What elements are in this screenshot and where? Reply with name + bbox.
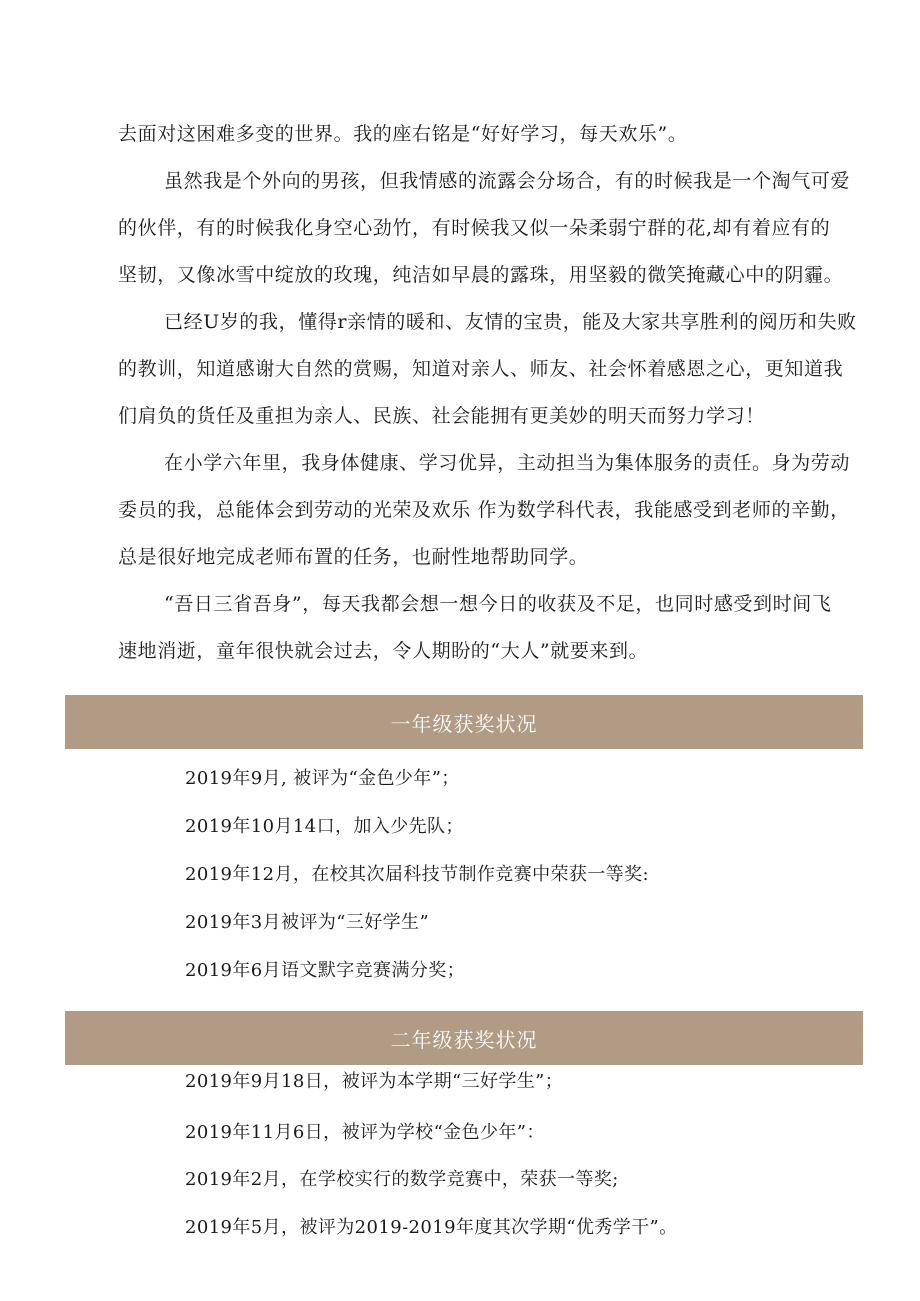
grade2-award-item: 2019年11月6日，被评为学校“金色少年”： — [185, 1122, 545, 1143]
essay-line: 坚韧，又像冰雪中绽放的玫瑰，纯洁如早晨的露珠，用坚毅的微笑掩藏心中的阴霾。 — [118, 264, 844, 286]
essay-line: 已经U岁的我，懂得r亲情的暖和、友情的宝贵，能及大家共享胜利的阅历和失败 — [164, 311, 857, 333]
grade2-award-item: 2019年9月18日，被评为本学期“三好学生”； — [185, 1071, 564, 1092]
grade1-award-item: 2019年10月14口，加入少先队； — [185, 816, 464, 837]
grade2-award-item: 2019年2月，在学校实行的数学竞赛中，荣获一等奖; — [185, 1169, 619, 1190]
essay-line: 虽然我是个外向的男孩，但我情感的流露会分场合，有的时候我是一个淘气可爱 — [164, 170, 851, 192]
essay-line: 在小学六年里，我身体健康、学习优异，主动担当为集体服务的责任。身为劳动 — [164, 452, 851, 474]
essay-line: 的教训，知道感谢大自然的赏赐，知道对亲人、师友、社会怀着感恩之心，更知道我 — [118, 358, 844, 380]
grade1-banner — [65, 695, 863, 749]
grade1-award-item: 2019年3月被评为“三好学生” — [185, 912, 430, 933]
essay-line: 们肩负的货任及重担为亲人、民族、社会能拥有更美妙的明天而努力学习！ — [118, 405, 765, 427]
grade1-award-item: 2019年9月, 被评为“金色少年”； — [185, 768, 460, 789]
grade2-banner — [65, 1011, 863, 1065]
essay-line: 去面对这困难多变的世界。我的座右铭是“好好学习，每天欢乐”。 — [118, 123, 688, 145]
grade1-award-item: 2019年12月，在校其次届科技节制作竞赛中荣获一等奖: — [185, 864, 649, 885]
grade2-award-item: 2019年5月，被评为2019-2019年度其次学期“优秀学干”。 — [185, 1217, 678, 1238]
grade1-award-item: 2019年6月语文默字竞赛满分奖； — [185, 960, 466, 981]
essay-line: 的伙伴，有的时候我化身空心劲竹，有时候我又似一朵柔弱宁群的花,却有着应有的 — [118, 217, 831, 239]
essay-line: 速地消逝，童年很快就会过去，令人期盼的“大人”就要来到。 — [118, 640, 649, 662]
essay-line: 委员的我，总能体会到劳动的光荣及欢乐 作为数学科代表，我能感受到老师的辛勤， — [118, 499, 850, 521]
essay-line: 总是很好地完成老师布置的任务，也耐性地帮助同学。 — [118, 546, 589, 568]
grade2-title: 二年级获奖状况 — [390, 1027, 538, 1052]
essay-line: “吾日三省吾身”，每天我都会想一想今日的收获及不足，也同时感受到时间飞 — [164, 593, 832, 615]
grade1-title: 一年级获奖状况 — [390, 711, 538, 736]
